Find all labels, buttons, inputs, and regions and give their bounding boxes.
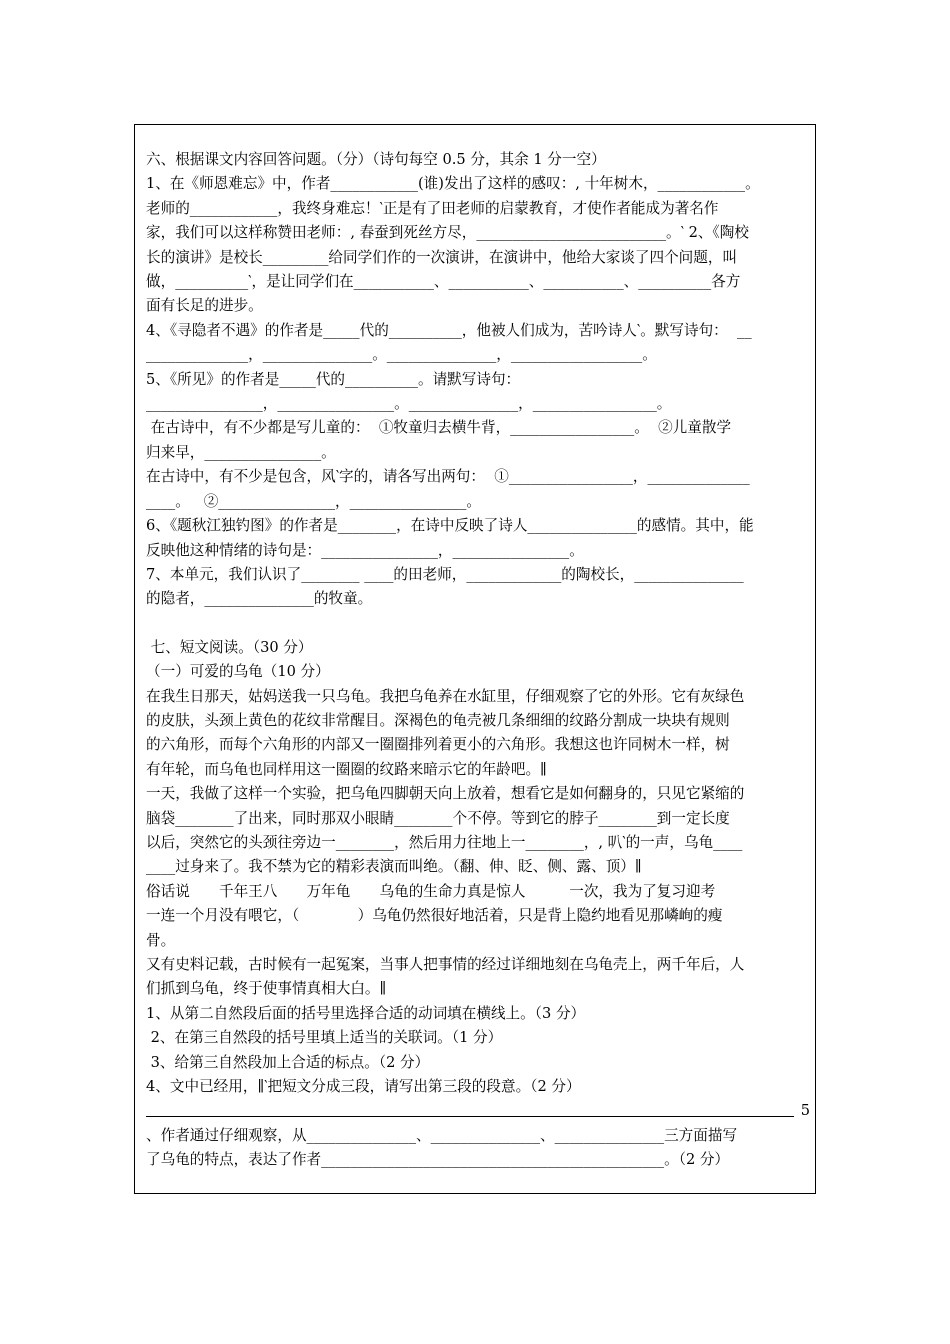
question-line: 3、给第三自然段加上合适的标点。（2 分） xyxy=(146,1053,430,1071)
answer-line xyxy=(146,1099,810,1123)
passage-line: 脑袋________了出来，同时那双小眼睛________个不停。等到它的脖子________到一定长度 xyxy=(146,809,730,827)
passage-title: （一）可爱的乌龟（10 分） xyxy=(146,663,330,681)
section-spacer xyxy=(146,612,810,636)
section6-line: ____。 ②________________，________________。 xyxy=(146,492,481,510)
section6-line: 面有长足的进步。 xyxy=(146,297,263,315)
section6-line: 的隐者，_______________的牧童。 xyxy=(146,590,373,608)
section6-line: 在古诗中，有不少都是写儿童的： ①牧童归去横牛背，_________________。 ②儿童散学 xyxy=(146,419,732,437)
section6-line: ______________，_______________。_______________，__________________。 xyxy=(146,346,657,364)
passage-line: 在我生日那天，姑妈送我一只乌龟。我把乌龟养在水缸里，仔细观察了它的外形。它有灰绿色 xyxy=(146,687,745,705)
section6-line: 反映他这种情绪的诗句是：________________，________________。 xyxy=(146,541,584,559)
passage-line: 们抓到乌龟，终于使事情真相大白。∥ xyxy=(146,980,387,998)
passage-line: 俗话说 千年王八 万年龟 乌龟的生命力真是惊人 一次，我为了复习迎考 xyxy=(146,882,716,900)
answer-rule xyxy=(146,1116,794,1117)
section6-line: 5、《所见》的作者是_____代的__________。请默写诗句： xyxy=(146,370,521,388)
section6-line: 在古诗中，有不少是包含，风‵字的，请各写出两句： ①_________________，______________ xyxy=(146,468,750,486)
section6-line: 老师的____________，我终身难忘！‵正是有了田老师的启蒙教育，才使作者能成为著名作 xyxy=(146,199,719,217)
section6-line: 长的演讲》是校长_________给同学们作的一次演讲，在演讲中，他给大家谈了四个问题，叫 xyxy=(146,248,738,266)
section6-line: 做，__________‵，是让同学们在___________、___________、___________、__________各方 xyxy=(146,273,741,291)
section6-line: 4、《寻隐者不遇》的作者是_____代的__________，他被人们成为，苦吟诗人‵。默写诗句： __ xyxy=(146,321,752,339)
section7-title: 七、短文阅读。（30 分） xyxy=(146,638,313,656)
passage-line: ____过身来了。我不禁为它的精彩表演而叫绝。（翻、伸、眨、侧、露、顶）∥ xyxy=(146,858,642,876)
passage-line: 一连一个月没有喂它，（ ）乌龟仍然很好地活着，只是背上隐约地看见那嶙峋的瘦 xyxy=(146,907,723,925)
section6-line: ________________，________________。_______________，_________________。 xyxy=(146,395,672,413)
question-line: 、作者通过仔细观察，从_______________、_______________、_______________三方面描写 xyxy=(146,1126,738,1144)
passage-line: 的皮肤，头颈上黄色的花纹非常醒目。深褐色的龟壳被几条细细的纹路分割成一块块有规则 xyxy=(146,711,730,729)
passage-line: 的六角形，而每个六角形的内部又一圈圈排列着更小的六角形。我想这也许同树木一样，树 xyxy=(146,736,730,754)
worksheet-content xyxy=(146,148,810,1173)
section6-line: 归来早，________________。 xyxy=(146,443,336,461)
question-number: 5 xyxy=(800,1102,810,1120)
passage-line: 有年轮，而乌龟也同样用这一圈圈的纹路来暗示它的年龄吧。∥ xyxy=(146,760,547,778)
section6-line: 6、《题秋江独钓图》的作者是________，在诗中反映了诗人_______________的感情。其中，能 xyxy=(146,517,754,535)
passage-line: 以后，突然它的头颈往旁边一________，然后用力往地上一________，, 叭‵的一声，乌龟____ xyxy=(146,833,743,851)
question-line: 4、文中已经用，∥‵把短文分成三段，请写出第三段的段意。（2 分） xyxy=(146,1078,581,1096)
section6-line: 家，我们可以这样称赞田老师：, 春蚕到死丝方尽，__________________________。‵ 2、《陶校 xyxy=(146,224,749,242)
section6-title: 六、根据课文内容回答问题。（分）（诗句每空 0.5 分，其余 1 分一空） xyxy=(146,151,606,168)
section6-line: 1、在《师恩难忘》中，作者____________(谁)发出了这样的感叹：, 十年树木，____________。 xyxy=(146,175,760,193)
passage-line: 骨。 xyxy=(146,931,176,949)
passage-line: 一天，我做了这样一个实验，把乌龟四脚朝天向上放着，想看它是如何翻身的，只见它紧缩的 xyxy=(146,785,745,803)
question-line: 1、从第二自然段后面的括号里选择合适的动词填在横线上。（3 分） xyxy=(146,1004,586,1022)
section6-line: 7、本单元，我们认识了________ ____的田老师，_____________的陶校长，_______________ xyxy=(146,565,744,583)
passage-line: 又有史料记载，古时候有一起冤案，当事人把事情的经过详细地刻在乌龟壳上，两千年后，人 xyxy=(146,956,745,973)
question-line: 2、在第三自然段的括号里填上适当的关联词。（1 分） xyxy=(146,1029,503,1047)
question-line: 了乌龟的特点，表达了作者_______________________________________________。（2 分） xyxy=(146,1151,730,1169)
